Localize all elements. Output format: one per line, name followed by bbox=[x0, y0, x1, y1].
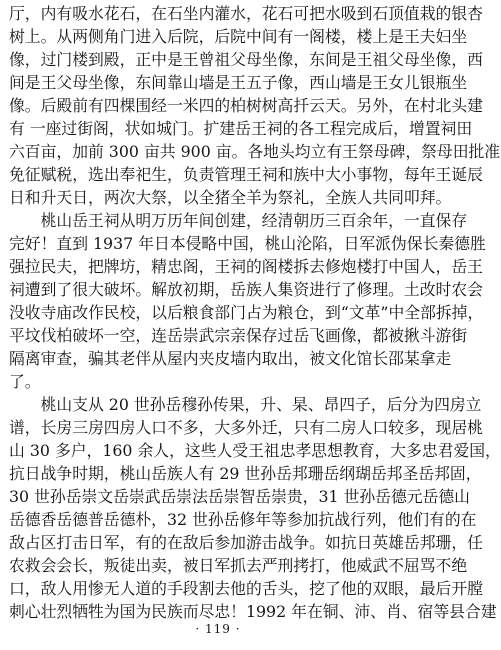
text-line: 平坟伐柏破坏一空，连岳崇武宗亲保存过岳飞画像，都被揪斗游街 bbox=[9, 326, 468, 345]
text-line: 间是王父母坐像，东间靠山墙是王五子像，西山墙是王女儿银瓶坐 bbox=[9, 73, 468, 92]
text-line: 30 世孙岳崇文岳崇武岳崇法岳崇智岳崇贵，31 世孙岳德元岳德山 bbox=[9, 487, 470, 506]
text-line: 树上。从两侧角门进入后院，后院中间有一阁楼，楼上是王夫妇坐 bbox=[9, 27, 468, 46]
text-line: 六百亩，加前 300 亩共 900 亩。各地头均立有王祭母碑，祭母田批准 bbox=[9, 142, 501, 161]
text-line: 完好！直到 1937 年日本侵略中国，桃山沦陷，日军派伪保长秦德胜 bbox=[9, 234, 486, 253]
text-line: 桃山支从 20 世孙岳穆孙传果，升、杲、昂四子，后分为四房立 bbox=[9, 395, 482, 414]
text-line: 免征赋税，选出奉祀生，负责管理王祠和族中大小事物，每年王诞辰 bbox=[9, 165, 483, 184]
text-line: 日和升天日，两次大祭，以全猪全羊为祭礼，全族人共同叩拜。 bbox=[9, 188, 452, 207]
text-line: 山 30 多户，160 余人，这些人受王祖忠孝思想教育，大多忠君爱国， bbox=[9, 441, 501, 460]
page-number: · 119 · bbox=[195, 622, 241, 636]
text-line: 像。后殿前有四棵围经一米四的柏树树高扦云天。另外，在村北头建 bbox=[9, 96, 483, 115]
text-line: 抗日战争时期，桃山岳族人有 29 世孙岳邦珊岳纲瑚岳邦圣岳邦固， bbox=[9, 464, 482, 483]
text-line: 有 一座过街阁，状如城门。扩建岳王祠的各工程完成后，增置祠田 bbox=[9, 119, 473, 138]
text-line: 谱，长房三房四房人口不多，大多外迁，只有二房人口较多，现居桃 bbox=[9, 418, 483, 437]
text-line: 没收寺庙改作民校，以后粮食部门占为粮仓，到“文革”中全部拆掉， bbox=[9, 303, 484, 322]
text-line: 像，过门楼到殿，正中是王曾祖父母坐像，东间是王祖父母坐像，西 bbox=[9, 50, 483, 69]
text-line: 了。 bbox=[9, 372, 41, 391]
text-line: 敌占区打击日军，有的在敌后参加游击战争。如抗日英雄岳邦珊，任 bbox=[9, 533, 483, 552]
text-line: 桃山岳王祠从明万历年间创建，经清朝历三百余年，一直保存 bbox=[9, 211, 468, 230]
text-line: 岳德香岳德普岳德朴，32 世孙岳修年等参加抗战行列，他们有的在 bbox=[9, 510, 477, 529]
text-line: 祠遭到了很大破坏。解放初期，岳族人集资进行了修理。土改时农会 bbox=[9, 280, 483, 299]
text-line: 隔离审查，骗其老伴从屋内夹皮墙内取出，被文化馆长邵某拿走 bbox=[9, 349, 452, 368]
text-line: 刺心壮烈牺牲为国为民族而尽忠！1992 年在铜、沛、肖、宿等县合建 bbox=[9, 602, 497, 621]
text-line: 农救会会长，叛徒出卖，被日军抓去严刑拷打，他威武不屈骂不绝 bbox=[9, 556, 468, 575]
text-line: 口，敌人用惨无人道的手段割去他的舌头，挖了他的双眼，最后开膛 bbox=[9, 579, 483, 598]
text-line: 厅，内有吸水花石，在石坐内灌水，花石可把水吸到石顶值栽的银杏 bbox=[9, 4, 483, 23]
text-line: 强拉民夫，把牌坊，精忠阁，王祠的阁楼拆去修炮楼打中国人，岳王 bbox=[9, 257, 483, 276]
